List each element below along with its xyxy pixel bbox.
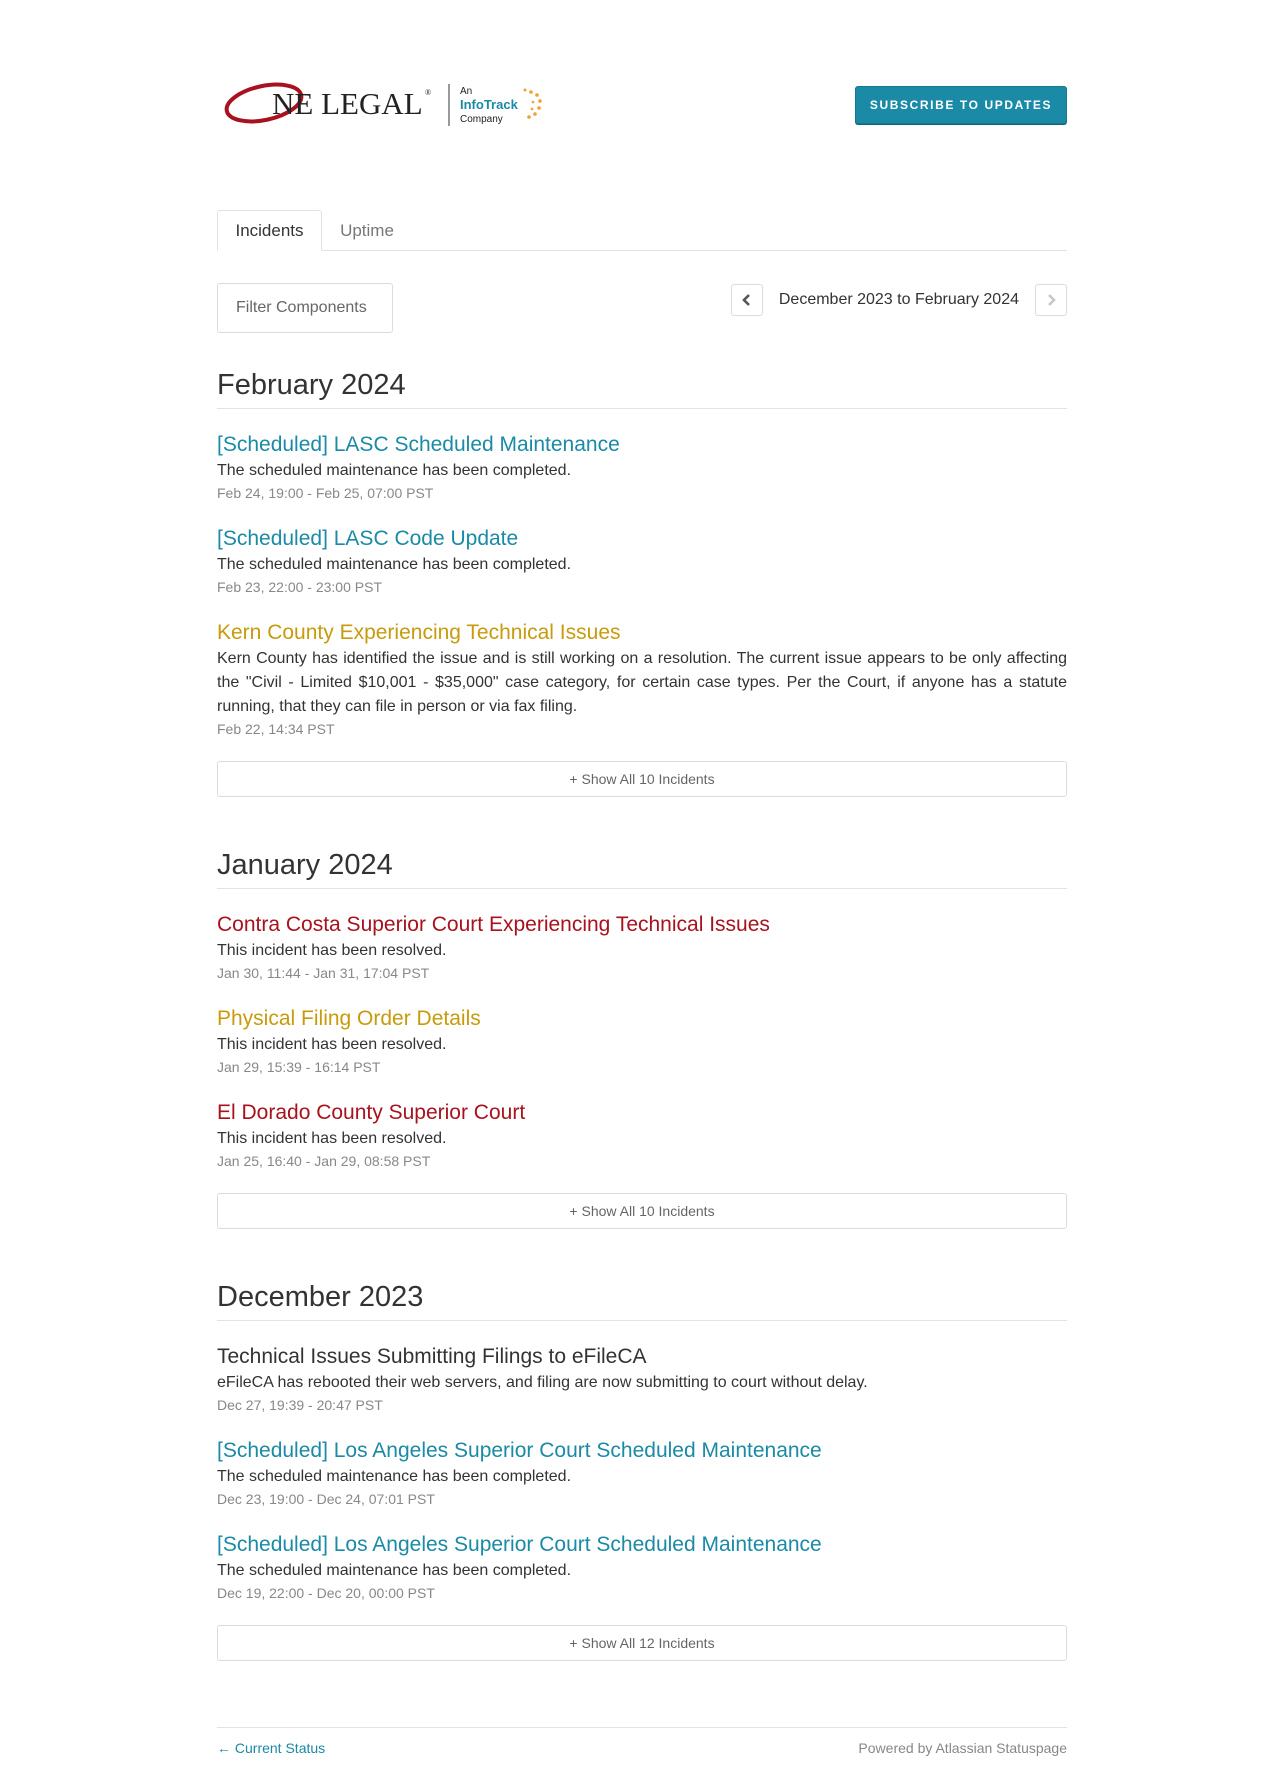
one-legal-logo[interactable] <box>224 78 564 132</box>
page-container <box>217 0 1067 1661</box>
subscribe-button[interactable]: SUBSCRIBE TO UPDATES <box>855 86 1067 124</box>
incident-timestamp: Jan 25, 16:40 - Jan 29, 08:58 PST <box>217 1153 431 1169</box>
incident-item <box>217 911 1067 983</box>
incident-item <box>217 525 1067 597</box>
incident-item <box>217 1531 1067 1603</box>
incident-history <box>217 369 1067 1661</box>
incident-message: This incident has been resolved. <box>217 1036 447 1053</box>
svg-text:An: An <box>460 86 473 97</box>
month-january-2024 <box>217 849 1067 1229</box>
incident-list <box>217 409 1067 797</box>
incident-title-link[interactable]: [Scheduled] Los Angeles Superior Court Scheduled Maintenance <box>217 1439 822 1462</box>
incident-timestamp: Dec 23, 19:00 - Dec 24, 07:01 PST <box>217 1491 435 1507</box>
incident-title-link[interactable]: [Scheduled] Los Angeles Superior Court Scheduled Maintenance <box>217 1533 822 1556</box>
incident-message: The scheduled maintenance has been completed. <box>217 556 572 573</box>
incident-message: This incident has been resolved. <box>217 1130 447 1147</box>
incident-timestamp: Jan 29, 15:39 - 16:14 PST <box>217 1059 381 1075</box>
incident-timestamp: Feb 22, 14:34 PST <box>217 721 335 737</box>
incident-timestamp: Feb 24, 19:00 - Feb 25, 07:00 PST <box>217 485 434 501</box>
incident-title-link[interactable]: Contra Costa Superior Court Experiencing Technical Issues <box>217 913 770 936</box>
incident-timestamp: Feb 23, 22:00 - 23:00 PST <box>217 579 382 595</box>
show-all-incidents-button[interactable]: + Show All 10 Incidents <box>217 761 1067 797</box>
incident-title-link[interactable]: [Scheduled] LASC Scheduled Maintenance <box>217 433 620 456</box>
svg-text:Company: Company <box>460 114 503 125</box>
chevron-left-icon <box>741 293 753 307</box>
incident-list <box>217 889 1067 1229</box>
incident-timestamp: Dec 19, 22:00 - Dec 20, 00:00 PST <box>217 1585 435 1601</box>
incident-message: The scheduled maintenance has been completed. <box>217 1562 572 1579</box>
tab-incidents[interactable]: Incidents <box>217 210 322 251</box>
incident-message: This incident has been resolved. <box>217 942 447 959</box>
incident-message: The scheduled maintenance has been completed. <box>217 462 572 479</box>
incident-title-link[interactable]: Kern County Experiencing Technical Issues <box>217 621 621 644</box>
incident-message: eFileCA has rebooted their web servers, and filing are now submitting to court without delay. <box>217 1374 868 1391</box>
filter-components-button[interactable]: Filter Components <box>217 283 393 333</box>
previous-page-button[interactable] <box>731 284 763 316</box>
incident-title-link[interactable]: Technical Issues Submitting Filings to eFileCA <box>217 1345 647 1368</box>
svg-text:NE LEGAL: NE LEGAL <box>272 86 423 121</box>
svg-text:InfoTrack: InfoTrack <box>460 97 518 112</box>
incident-message: The scheduled maintenance has been completed. <box>217 1468 572 1485</box>
next-page-button[interactable] <box>1035 284 1067 316</box>
tab-bar <box>217 210 1067 251</box>
month-title: February 2024 <box>217 369 1067 409</box>
incident-title-link[interactable]: [Scheduled] LASC Code Update <box>217 527 519 550</box>
incident-title-link[interactable]: Physical Filing Order Details <box>217 1007 481 1030</box>
chevron-right-icon <box>1045 293 1057 307</box>
month-february-2024 <box>217 369 1067 797</box>
svg-text:®: ® <box>425 88 432 97</box>
show-all-incidents-button[interactable]: + Show All 12 Incidents <box>217 1625 1067 1661</box>
incident-title-link[interactable]: El Dorado County Superior Court <box>217 1101 526 1124</box>
month-december-2023 <box>217 1281 1067 1661</box>
incident-message: Kern County has identified the issue and is still working on a resolution. The current issue appears to be only affecting the "Civil - Limited $10,001 - $35,000" case category, for certain case types. Per the Court, if anyone has a statute running, that they can file in person or via fax filing. <box>217 650 1067 715</box>
header <box>217 0 1067 210</box>
incident-item <box>217 619 1067 739</box>
incident-timestamp: Jan 30, 11:44 - Jan 31, 17:04 PST <box>217 965 430 981</box>
current-status-link[interactable]: ← Current Status <box>217 1740 326 1756</box>
incident-item <box>217 1099 1067 1171</box>
incident-item <box>217 1005 1067 1077</box>
footer <box>217 1727 1067 1756</box>
filter-row <box>217 251 1067 369</box>
date-range-label: December 2023 to February 2024 <box>778 291 1019 308</box>
incident-item <box>217 1437 1067 1509</box>
incident-item <box>217 431 1067 503</box>
powered-by-text: Powered by Atlassian Statuspage <box>858 1740 1067 1756</box>
month-title: December 2023 <box>217 1281 1067 1321</box>
show-all-incidents-button[interactable]: + Show All 10 Incidents <box>217 1193 1067 1229</box>
month-title: January 2024 <box>217 849 1067 889</box>
incident-timestamp: Dec 27, 19:39 - 20:47 PST <box>217 1397 383 1413</box>
incident-item <box>217 1343 1067 1415</box>
date-pager <box>731 283 1067 317</box>
tab-uptime[interactable]: Uptime <box>340 220 394 240</box>
incident-list <box>217 1321 1067 1661</box>
